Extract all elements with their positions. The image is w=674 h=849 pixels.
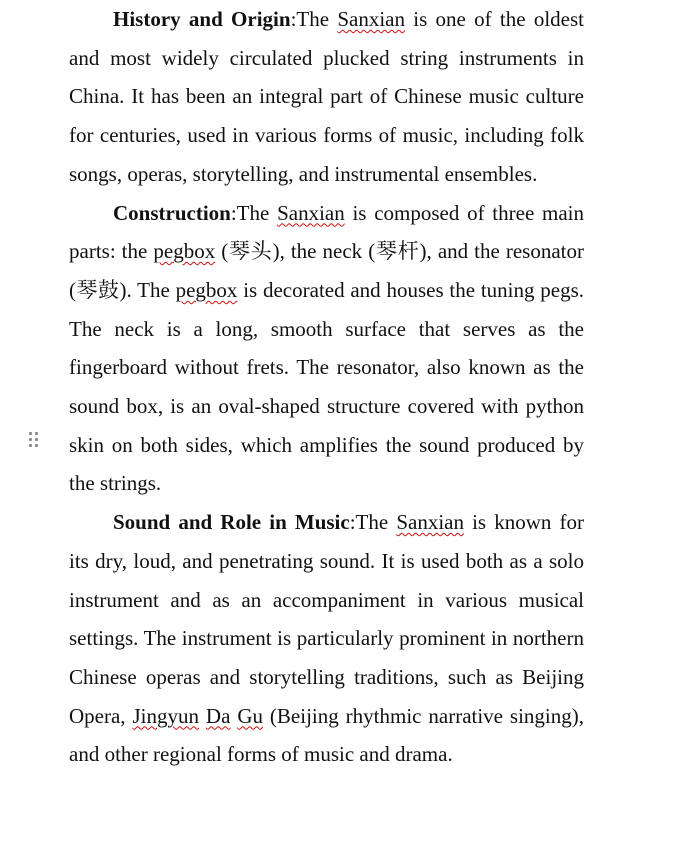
body-text: [69, 7, 584, 186]
paragraph-history: [69, 0, 584, 194]
misspelled-word: Da: [205, 703, 231, 728]
paragraph-construction: [69, 194, 584, 504]
body-text: [69, 201, 584, 496]
misspelled-word: pegbox: [153, 239, 216, 264]
text-run: is one of the oldest and most widely circulated plucked string instruments in China. It has been an integral part of Chinese music culture for centuries, used in various forms of music, including folk songs, operas, storytelling, and instrumental ensembles.: [69, 7, 585, 186]
text-run: (Beijing rhythmic narrative singing), and other regional forms of music and drama.: [69, 703, 585, 767]
misspelled-word: Sanxian: [396, 510, 464, 535]
text-run: is composed of three main parts: the: [69, 200, 584, 264]
text-run: [199, 704, 206, 728]
misspelled-word: Sanxian: [337, 7, 405, 31]
text-run: :The: [290, 7, 338, 31]
document-body: [69, 0, 584, 774]
misspelled-word: Jingyun: [132, 703, 199, 728]
text-run: is decorated and houses the tuning pegs. The neck is a long, smooth surface that serves as the fingerboard without frets. The resonator, also known as the sound box, is an oval-shaped structure covered with python skin on both sides, which amplifies the sound produced by the strings.: [69, 277, 584, 496]
heading-history: History and Origin: [113, 7, 291, 31]
paragraph-sound-role: [69, 503, 584, 774]
misspelled-word: pegbox: [175, 277, 238, 302]
misspelled-word: Gu: [237, 703, 263, 728]
misspelled-word: Sanxian: [277, 200, 345, 225]
paragraph-drag-handle-icon[interactable]: [29, 432, 39, 452]
text-run: is known for its dry, loud, and penetrating sound. It is used both as a solo instrument and as an accompaniment in various musical settings. The instrument is particularly prominent in northern Chinese operas and storytelling traditions, such as Beijing Opera,: [69, 510, 584, 728]
heading-sound-role: Sound and Role in Music: [113, 510, 350, 535]
text-run: :The: [349, 510, 397, 535]
text-run: (琴头), the neck (琴杆), and the resonator (琴鼓). The: [69, 239, 584, 302]
body-text: [69, 510, 584, 766]
text-run: :The: [230, 200, 278, 225]
heading-construction: Construction: [113, 200, 231, 225]
